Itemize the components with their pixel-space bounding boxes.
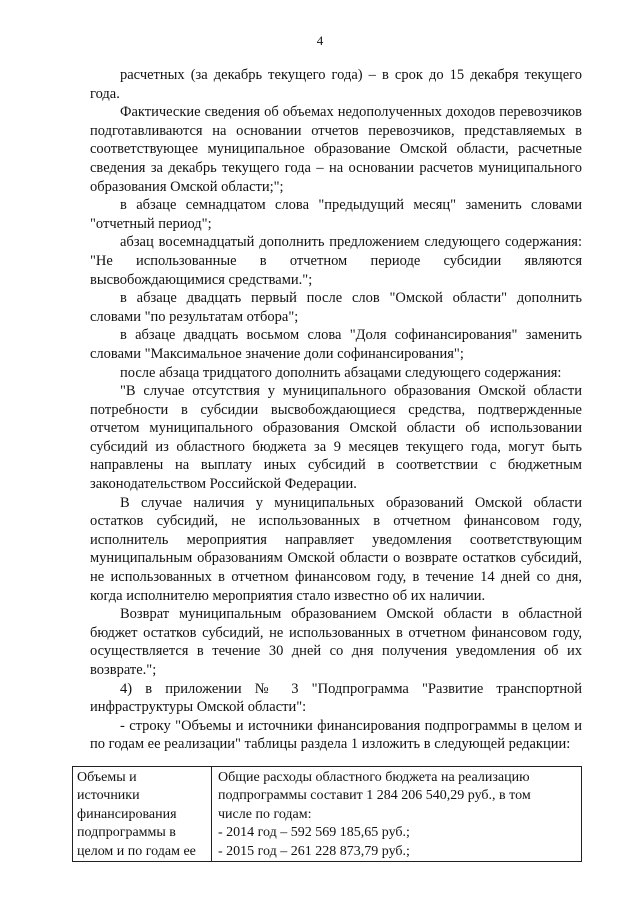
table-row xyxy=(73,767,582,862)
label-line: Объемы и xyxy=(77,770,137,785)
paragraph: после абзаца тридцатого дополнить абзацами следующего содержания: xyxy=(120,364,562,381)
paragraph: абзац восемнадцатый дополнить предложением следующего содержания: "Не использованные в отчетном периоде субсидии являются высвобождающимися средствами."; xyxy=(90,234,582,288)
paragraph: "В случае отсутствия у муниципального образования Омской области потребности в субсидии высвобождающиеся средства, подтвержденные отчетом муниципального образования Омской области об использовании субсидий из областного бюджета за 9 месяцев текущего года, могут быть направлены на выплату иных субсидий в соответствии с бюджетным законодательством Российской Федерации. xyxy=(90,383,582,493)
paragraph: 4) в приложении № 3 "Подпрограмма "Развитие транспортной инфраструктуры Омской области": xyxy=(90,680,582,716)
paragraph: в абзаце двадцать первый после слов "Омской области" дополнить словами "по результатам отбора"; xyxy=(90,290,582,325)
paragraph: расчетных (за декабрь текущего года) – в срок до 15 декабря текущего года. xyxy=(90,67,582,102)
document-body xyxy=(90,66,582,754)
financing-table xyxy=(72,766,582,862)
label-line: целом и по годам ее xyxy=(77,843,196,859)
table-cell-label xyxy=(73,767,212,862)
value-line: - 2014 год – 592 569 185,65 руб.; xyxy=(218,825,410,841)
paragraph: - строку "Объемы и источники финансирования подпрограммы в целом и по годам ее реализации" таблицы раздела 1 изложить в следующей редакции: xyxy=(90,717,582,753)
paragraph: в абзаце семнадцатом слова "предыдущий месяц" заменить словами "отчетный период"; xyxy=(90,197,582,232)
paragraph: Возврат муниципальным образованием Омской области в областной бюджет остатков субсидий, не использованных в отчетном финансовом году, осуществляется в течение 30 дней со дня получения уведомления об их возврате."; xyxy=(90,606,582,678)
value-line: Общие расходы областного бюджета на реализацию xyxy=(218,770,530,785)
page-number: 4 xyxy=(316,33,324,48)
label-line: источники xyxy=(77,788,140,804)
paragraph: в абзаце двадцать восьмом слова "Доля софинансирования" заменить словами "Максимальное значение доли софинансирования"; xyxy=(90,327,582,362)
label-line: подпрограммы в xyxy=(77,825,176,841)
value-line: числе по годам: xyxy=(218,806,312,822)
label-line: финансирования xyxy=(77,806,177,822)
paragraph: Фактические сведения об объемах недополученных доходов перевозчиков подготавливаются на основании отчетов перевозчиков, представляемых в соответствующее муниципальное образование Омской области, расчетные сведения за декабрь текущего года – на основании расчетов муниципального образования Омской области;"; xyxy=(90,104,582,195)
value-line: подпрограммы составит 1 284 206 540,29 руб., в том xyxy=(218,788,531,804)
paragraph: В случае наличия у муниципальных образований Омской области остатков субсидий, не использованных в отчетном финансовом году, исполнитель мероприятия направляет уведомления соответствующим муниципальным образованиям Омской области о возврате остатков субсидий, не использованных в отчетном финансовом году, в течение 14 дней со дня, когда исполнителю мероприятия стало известно об их наличии. xyxy=(90,494,582,604)
table-cell-value xyxy=(212,767,582,862)
value-line: - 2015 год – 261 228 873,79 руб.; xyxy=(218,843,410,859)
